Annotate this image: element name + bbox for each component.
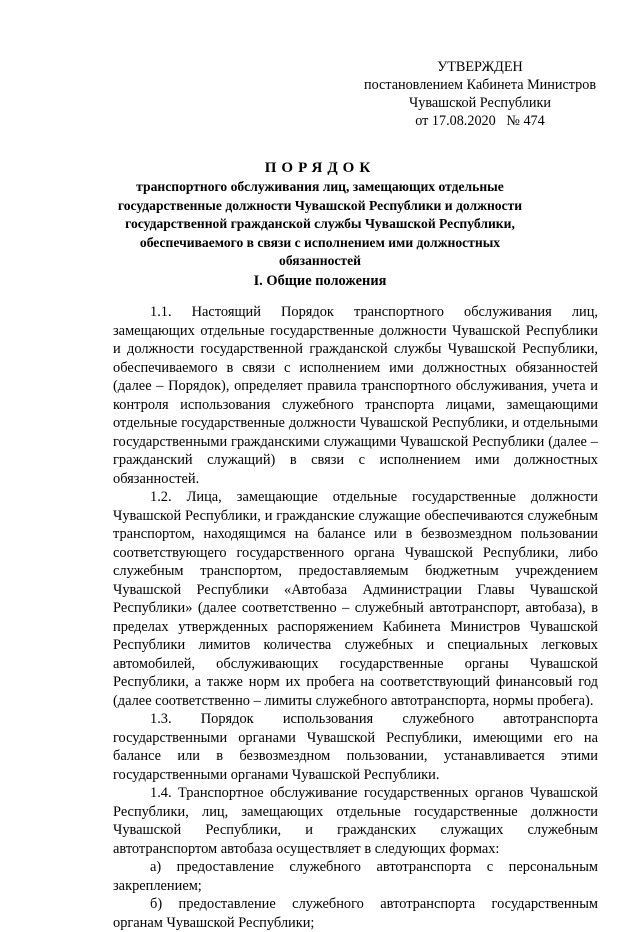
- paragraph-1-1: 1.1. Настоящий Порядок транспортного обслуживания лиц, замещающих отдельные государственные должности Чувашской Республики и должности государственной гражданской службы Чувашской Республики, обеспечиваемого в связи с исполнением ими должностных обязанностей (далее – Порядок), определяет правила транспортного обслуживания, учета и контроля использования служебного транспорта лицами, замещающими отдельные государственные должности Чувашской Республики, и отдельными государственными гражданскими служащими Чувашской Республики (далее – гражданский служащий) в связи с исполнением ими должностных обязанностей.: [113, 304, 598, 487]
- document-title: [100, 158, 540, 271]
- document-title-subtitle: транспортного обслуживания лиц, замещающих отдельные государственные должности Чувашской Республики и должности государственной гражданской службы Чувашской Республики, обеспечиваемого в связи с исполнением ими должностных обязанностей: [117, 179, 523, 269]
- approval-republic: Чувашской Республики: [409, 95, 551, 111]
- approval-stamp: [360, 58, 600, 130]
- paragraph-1-4-a: а) предоставление служебного автотранспорта с персональным закреплением;: [113, 859, 598, 894]
- paragraph-1-3: 1.3. Порядок использования служебного автотранспорта государственными органами Чувашской Республики, имеющими его на балансе или в безвозмездном пользовании, устанавливается этими государственными органами Чувашской Республики.: [113, 711, 598, 783]
- paragraph-1-2: 1.2. Лица, замещающие отдельные государственные должности Чувашской Республики, и гражданские служащие обеспечиваются служебным транспортом, находящимся на балансе или в безвозмездном пользовании соответствующего государственного органа Чувашской Республики, либо служебным транспортом, предоставляемым бюджетным учреждением Чувашской Республики «Автобаза Администрации Главы Чувашской Республики» (далее соответственно – служебный автотранспорт, автобаза), в пределах утвержденных распоряжением Кабинета Министров Чувашской Республики лимитов количества служебных и специальных легковых автомобилей, обслуживающих государственные органы Чувашской Республики, а также норм их пробега на соответствующий финансовый год (далее соответственно – лимиты служебного автотранспорта, нормы пробега).: [113, 489, 598, 709]
- approval-title: УТВЕРЖДЕН: [437, 59, 523, 75]
- approval-issuer: постановлением Кабинета Министров: [363, 77, 597, 93]
- document-title-main: ПОРЯДОК: [264, 160, 376, 176]
- paragraph-1-4: 1.4. Транспортное обслуживание государственных органов Чувашской Республики, лиц, замещающих отдельные государственные должности Чувашской Республики, и гражданских служащих служебным автотранспортом автобаза осуществляет в следующих формах:: [113, 785, 598, 857]
- paragraph-1-4-b: б) предоставление служебного автотранспорта государственным органам Чувашской Республики;: [113, 896, 598, 931]
- document-body: [113, 303, 598, 932]
- section-heading: I. Общие положения: [253, 273, 387, 289]
- approval-date-number: от 17.08.2020 № 474: [415, 113, 545, 129]
